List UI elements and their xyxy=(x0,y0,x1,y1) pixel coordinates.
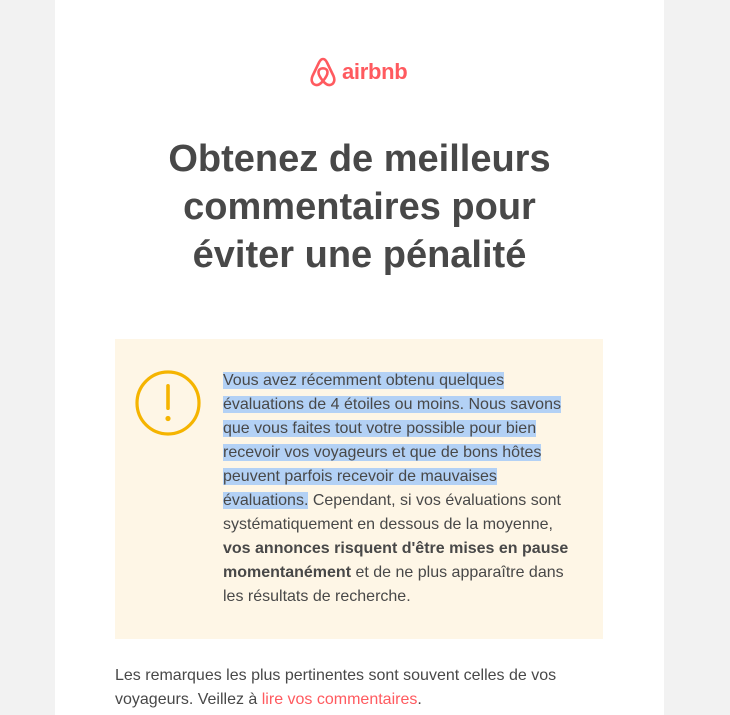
title-line-3: éviter une pénalité xyxy=(192,234,527,276)
notice-text xyxy=(223,369,573,609)
selected-text[interactable]: Vous avez récemment obtenu quelques évaluations de 4 étoiles ou moins. Nous savons que vous faites tout votre possible pour bien recevoir vos voyageurs et que de bons hôtes peuvent parfois recevoir de mauvaises évaluations. xyxy=(223,372,561,509)
warning-notice xyxy=(115,339,603,639)
title-line-2: commentaires pour xyxy=(183,186,536,228)
title-line-1: Obtenez de meilleurs xyxy=(168,138,551,180)
notice-text-end: et de ne plus apparaître dans les résultats de recherche. xyxy=(223,564,564,605)
footer-text-end: . xyxy=(417,691,422,708)
read-reviews-link[interactable]: lire vos commentaires xyxy=(261,691,418,708)
notice-bold-text: vos annonces risquent d'être mises en pause momentanément xyxy=(223,540,569,581)
email-body xyxy=(55,0,664,715)
footer-paragraph xyxy=(115,664,605,712)
exclamation-circle-icon xyxy=(134,369,202,437)
airbnb-logo[interactable] xyxy=(308,55,407,89)
footer-text-start: Les remarques les plus pertinentes sont souvent celles de vos voyageurs. Veillez à xyxy=(115,667,557,708)
page-title xyxy=(55,135,664,279)
airbnb-belo-icon xyxy=(308,56,338,88)
notice-text-continued: Cependant, si vos évaluations sont systématiquement en dessous de la moyenne, xyxy=(223,492,561,533)
brand-name: airbnb xyxy=(342,59,408,84)
